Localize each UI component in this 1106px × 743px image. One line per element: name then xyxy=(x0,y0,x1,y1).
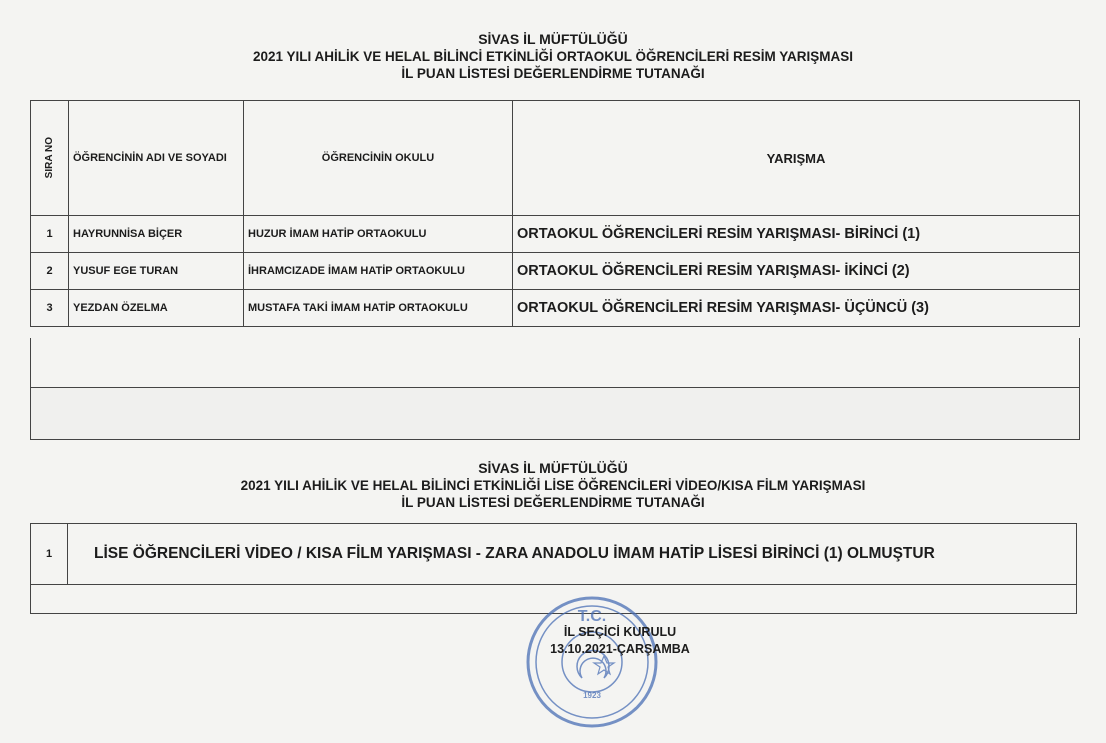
competition-result: ORTAOKUL ÖĞRENCİLERİ RESİM YARIŞMASI- İKİNCİ (2) xyxy=(513,253,1080,290)
empty-table-row xyxy=(30,338,1080,388)
row-number: 1 xyxy=(31,216,69,253)
student-school: İHRAMCIZADE İMAM HATİP ORTAOKULU xyxy=(244,253,513,290)
stamp-year: 1923 xyxy=(583,691,601,700)
header-student-name: ÖĞRENCİNİN ADI VE SOYADI xyxy=(69,101,244,216)
table-row xyxy=(31,216,1080,253)
competition-result: ORTAOKUL ÖĞRENCİLERİ RESİM YARIŞMASI- ÜÇÜNCÜ (3) xyxy=(513,290,1080,327)
doc1-line2: 2021 YILI AHİLİK VE HELAL BİLİNCİ ETKİNLİĞİ ORTAOKUL ÖĞRENCİLERİ RESİM YARIŞMASI xyxy=(252,49,854,64)
signature-committee: İL SEÇİCİ KURULU xyxy=(563,625,677,639)
student-name: HAYRUNNİSA BİÇER xyxy=(69,216,244,253)
doc2-heading xyxy=(0,460,1106,511)
doc2-line1: SİVAS İL MÜFTÜLÜĞÜ xyxy=(478,460,628,476)
doc2-line2: 2021 YILI AHİLİK VE HELAL BİLİNCİ ETKİNLİĞİ LİSE ÖĞRENCİLERİ VİDEO/KISA FİLM YARIŞMASI xyxy=(240,478,866,493)
table-header-row xyxy=(31,101,1080,216)
row-number: 1 xyxy=(31,524,68,585)
student-name: YUSUF EGE TURAN xyxy=(69,253,244,290)
student-school: MUSTAFA TAKİ İMAM HATİP ORTAOKULU xyxy=(244,290,513,327)
doc1-heading xyxy=(0,31,1106,82)
competition-result: ORTAOKUL ÖĞRENCİLERİ RESİM YARIŞMASI- BİRİNCİ (1) xyxy=(513,216,1080,253)
doc1-line3: İL PUAN LİSTESİ DEĞERLENDİRME TUTANAĞI xyxy=(401,66,705,81)
student-name: YEZDAN ÖZELMA xyxy=(69,290,244,327)
stamp-center-text: T.C. xyxy=(577,608,607,625)
doc1-line1: SİVAS İL MÜFTÜLÜĞÜ xyxy=(478,31,628,47)
header-student-school: ÖĞRENCİNİN OKULU xyxy=(244,101,513,216)
signature-date: 13.10.2021-ÇARŞAMBA xyxy=(550,642,690,656)
official-seal-stamp xyxy=(524,594,660,730)
table-row xyxy=(31,524,1077,585)
results-table xyxy=(30,100,1080,327)
header-sira-no: SIRA NO xyxy=(31,101,69,216)
empty-table-area xyxy=(30,388,1080,440)
video-competition-result: LİSE ÖĞRENCİLERİ VİDEO / KISA FİLM YARIŞMASI - ZARA ANADOLU İMAM HATİP LİSESİ BİRİNCİ (1) OLMUŞTUR xyxy=(68,524,1077,585)
doc2-line3: İL PUAN LİSTESİ DEĞERLENDİRME TUTANAĞI xyxy=(401,495,705,510)
video-results-table xyxy=(30,523,1077,585)
row-number: 3 xyxy=(31,290,69,327)
table-row xyxy=(31,253,1080,290)
row-number: 2 xyxy=(31,253,69,290)
signature-block xyxy=(520,624,720,658)
table-row xyxy=(31,290,1080,327)
student-school: HUZUR İMAM HATİP ORTAOKULU xyxy=(244,216,513,253)
header-competition: YARIŞMA xyxy=(513,101,1080,216)
